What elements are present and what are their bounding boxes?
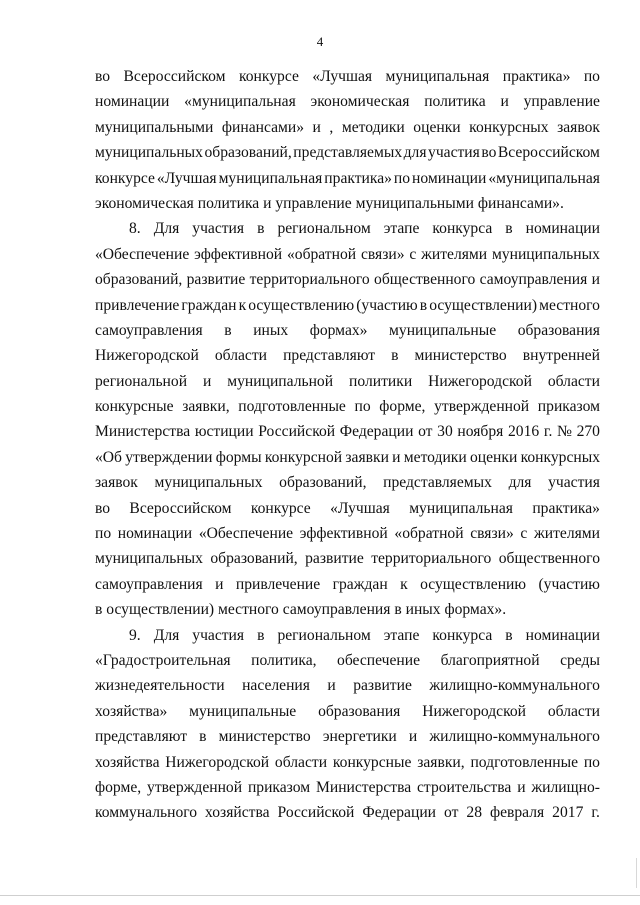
- text-line: образований, развитие территориального общественного самоуправления и: [95, 271, 600, 289]
- text-line: экономическая политика и управление муниципальными финансами».: [95, 194, 564, 212]
- page-number: 4: [316, 34, 324, 49]
- text-line: 9. Для участия в региональном этапе конкурса в номинации: [129, 626, 600, 644]
- text-line: заявок муниципальных образований, представляемых для участия: [95, 474, 600, 492]
- text-line: «Об утверждении формы конкурсной заявки и методики оценки конкурсных: [95, 448, 600, 466]
- text-line: региональной и муниципальной политики Нижегородской области: [95, 372, 600, 390]
- text-line: конкурсные заявки, подготовленные по форме, утвержденной приказом: [95, 398, 600, 416]
- text-line: муниципальных образований, развитие территориального общественного: [95, 550, 600, 568]
- text-line: жизнедеятельности населения и развитие жилищно-коммунального: [95, 677, 600, 695]
- text-line: самоуправления в иных формах» муниципальные образования: [95, 321, 600, 339]
- text-line: Нижегородской области представляют в министерство внутренней: [95, 347, 600, 365]
- text-line: самоуправления и привлечение граждан к осуществлению (участию: [95, 575, 600, 593]
- text-line: хозяйства Нижегородской области конкурсные заявки, подготовленные по: [95, 753, 600, 771]
- text-line: 8. Для участия в региональном этапе конкурса в номинации: [129, 220, 600, 238]
- text-line: хозяйства» муниципальные образования Нижегородской области: [95, 702, 600, 720]
- text-line: конкурсе «Лучшая муниципальная практика» по номинации «муниципальная: [95, 169, 600, 187]
- text-line: по номинации «Обеспечение эффективной «обратной связи» с жителями: [95, 525, 600, 543]
- text-line: форме, утвержденной приказом Министерства строительства и жилищно-: [95, 778, 600, 796]
- text-line: во Всероссийском конкурсе «Лучшая муниципальная практика»: [95, 499, 600, 517]
- text-line: привлечение граждан к осуществлению (участию в осуществлении) местного: [95, 296, 600, 314]
- text-line: «Обеспечение эффективной «обратной связи» с жителями муниципальных: [95, 245, 600, 263]
- text-line: во Всероссийском конкурсе «Лучшая муниципальная практика» по: [95, 68, 600, 85]
- text-line: «Градостроительная политика, обеспечение благоприятной среды: [95, 651, 600, 669]
- text-line: коммунального хозяйства Российской Федерации от 28 февраля 2017 г.: [95, 804, 600, 822]
- text-line: представляют в министерство энергетики и жилищно-коммунального: [95, 728, 600, 746]
- document-body: [95, 64, 600, 826]
- text-line: муниципальными финансами» и , методики оценки конкурсных заявок: [95, 118, 600, 136]
- text-line: номинации «муниципальная экономическая политика и управление: [95, 93, 600, 111]
- scan-bottom-line: [0, 895, 640, 896]
- text-line: муниципальных образований, представляемых для участия во Всероссийском: [95, 144, 600, 162]
- text-line: Министерства юстиции Российской Федерации от 30 ноября 2016 г. № 270: [95, 423, 600, 441]
- scan-edge-mark: [636, 858, 637, 888]
- text-line: в осуществлении) местного самоуправления в иных формах».: [95, 601, 507, 619]
